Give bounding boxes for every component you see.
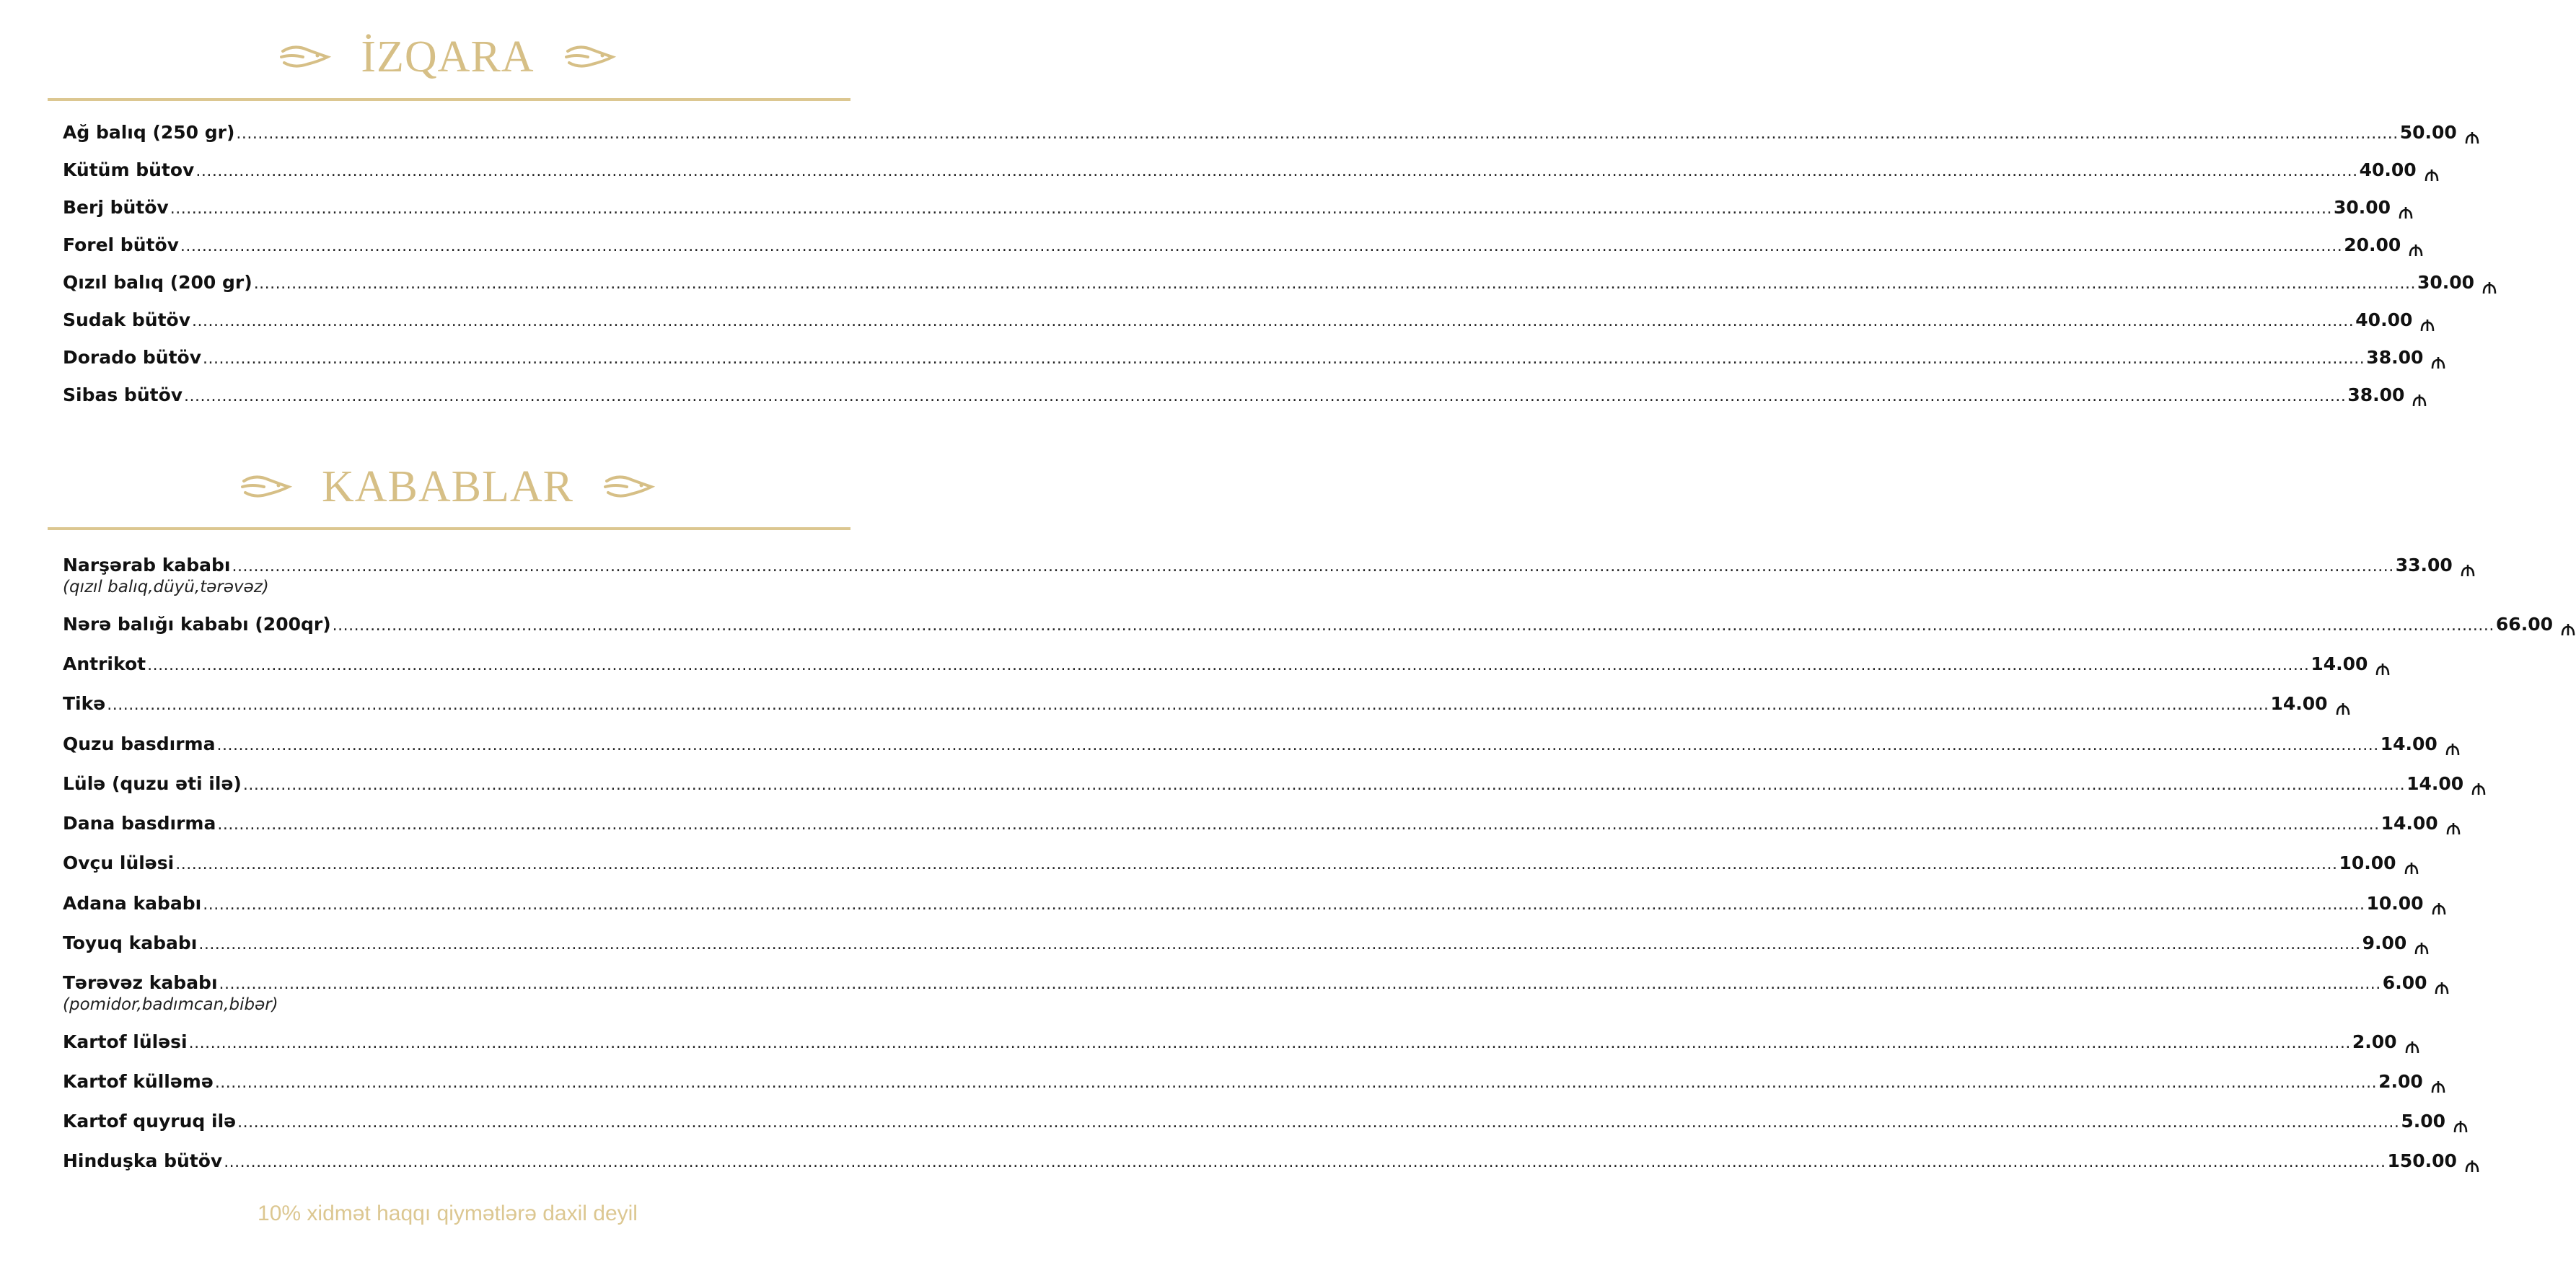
manat-icon: [2335, 698, 2351, 711]
menu-item-line: [63, 971, 2427, 996]
manat-icon: [2464, 1155, 2480, 1168]
manat-icon: [2430, 352, 2446, 365]
item-price: 150.00: [2387, 1150, 2457, 1171]
menu-item: [63, 1031, 2397, 1055]
manat-icon: [2460, 560, 2476, 573]
menu-item: [63, 852, 2396, 876]
dot-leader: ................................................................................................................................................................................................................................................................................................................................................................................................................: [242, 776, 2406, 794]
menu-item: [63, 812, 2438, 837]
menu-item: [63, 971, 2427, 1014]
item-price: 66.00: [2495, 614, 2553, 635]
menu-item: [63, 196, 2391, 221]
dot-leader: ................................................................................................................................................................................................................................................................................................................................................................................................................: [203, 350, 2365, 368]
menu-item: [63, 892, 2424, 917]
dot-leader: ................................................................................................................................................................................................................................................................................................................................................................................................................: [188, 1034, 2351, 1052]
item-price: 40.00: [2359, 159, 2417, 180]
item-name: Hinduşka bütöv: [63, 1150, 223, 1171]
menu-item: [63, 932, 2407, 956]
item-name: Lülə (quzu əti ilə): [63, 773, 242, 794]
menu-item-line: [63, 1110, 2446, 1134]
section-header-kabablar: [0, 464, 895, 509]
item-description: (qızıl balıq,düyü,tərəvəz): [63, 578, 269, 596]
dot-leader: ................................................................................................................................................................................................................................................................................................................................................................................................................: [214, 1074, 2378, 1092]
item-name: Kartof quyruq ilə: [63, 1111, 237, 1132]
menu-item-line: [63, 892, 2424, 917]
item-price: 2.00: [2378, 1071, 2423, 1092]
dot-leader: ................................................................................................................................................................................................................................................................................................................................................................................................................: [237, 1114, 2400, 1132]
item-price: 2.00: [2352, 1031, 2397, 1052]
dot-leader: ................................................................................................................................................................................................................................................................................................................................................................................................................: [192, 312, 2355, 330]
item-name: Adana kababı: [63, 893, 202, 914]
menu-item-line: [63, 1070, 2423, 1095]
item-name: Tikə: [63, 693, 106, 714]
manat-icon: [2434, 977, 2450, 990]
fish-icon: [563, 40, 617, 74]
dot-leader: ................................................................................................................................................................................................................................................................................................................................................................................................................: [253, 275, 2416, 293]
dot-leader: ................................................................................................................................................................................................................................................................................................................................................................................................................: [217, 816, 2380, 834]
menu-item-line: [63, 384, 2405, 408]
menu-item-line: [63, 159, 2417, 183]
fish-icon: [239, 470, 293, 504]
item-price: 6.00: [2382, 972, 2427, 993]
manat-icon: [2464, 127, 2480, 140]
item-price: 10.00: [2339, 852, 2396, 873]
dot-leader: ................................................................................................................................................................................................................................................................................................................................................................................................................: [107, 696, 2269, 714]
dot-leader: ................................................................................................................................................................................................................................................................................................................................................................................................................: [147, 656, 2310, 674]
item-price: 33.00: [2395, 555, 2453, 576]
dot-leader: ................................................................................................................................................................................................................................................................................................................................................................................................................: [170, 200, 2332, 218]
menu-item-line: [63, 653, 2368, 677]
manat-icon: [2412, 389, 2427, 402]
menu-item: [63, 1070, 2423, 1095]
dot-leader: ................................................................................................................................................................................................................................................................................................................................................................................................................: [195, 162, 2358, 180]
manat-icon: [2408, 239, 2424, 252]
menu-item-line: [63, 692, 2328, 717]
item-name: Narşərab kababı: [63, 555, 231, 576]
menu-item-line: [63, 1150, 2457, 1174]
item-name: Dana basdırma: [63, 813, 216, 834]
item-price: 38.00: [2347, 384, 2405, 405]
menu-item: [63, 159, 2417, 183]
menu-item: [63, 121, 2457, 146]
item-name: Tərəvəz kababı: [63, 972, 218, 993]
menu-item-line: [63, 196, 2391, 221]
item-price: 14.00: [2381, 813, 2438, 834]
item-price: 10.00: [2366, 893, 2424, 914]
dot-leader: ................................................................................................................................................................................................................................................................................................................................................................................................................: [224, 1153, 2386, 1171]
section-header-izqara: [0, 32, 895, 81]
item-name: Kartof külləmə: [63, 1071, 214, 1092]
manat-icon: [2445, 739, 2461, 751]
menu-item: [63, 613, 2553, 638]
item-name: Quzu basdırma: [63, 733, 216, 754]
dot-leader: ................................................................................................................................................................................................................................................................................................................................................................................................................: [180, 237, 2343, 255]
menu-item: [63, 772, 2464, 797]
dot-leader: ................................................................................................................................................................................................................................................................................................................................................................................................................: [198, 935, 2361, 953]
dot-leader: ................................................................................................................................................................................................................................................................................................................................................................................................................: [216, 736, 2379, 754]
manat-icon: [2419, 314, 2435, 327]
item-name: Antrikot: [63, 653, 146, 674]
section-divider: [48, 98, 850, 101]
section-title: İZQARA: [361, 32, 535, 81]
menu-item-line: [63, 613, 2553, 638]
item-name: Kütüm bütov: [63, 159, 195, 180]
menu-item-line: [63, 932, 2407, 956]
section-title: KABABLAR: [321, 462, 574, 511]
manat-icon: [2431, 898, 2447, 911]
menu-item-line: [63, 772, 2464, 797]
menu-item: [63, 234, 2401, 258]
fish-icon: [278, 40, 332, 74]
menu-item: [63, 554, 2453, 596]
menu-item-line: [63, 309, 2413, 333]
menu-item-line: [63, 346, 2424, 371]
item-price: 5.00: [2401, 1111, 2446, 1132]
item-price: 9.00: [2362, 933, 2407, 953]
dot-leader: ................................................................................................................................................................................................................................................................................................................................................................................................................: [236, 125, 2399, 143]
item-name: Berj bütöv: [63, 197, 169, 218]
item-name: Qızıl balıq (200 gr): [63, 272, 252, 293]
item-price: 14.00: [2406, 773, 2464, 794]
manat-icon: [2482, 277, 2497, 290]
menu-item: [63, 692, 2328, 717]
menu-item-line: [63, 271, 2475, 296]
item-name: Sibas bütöv: [63, 384, 183, 405]
menu-item: [63, 653, 2368, 677]
item-price: 30.00: [2334, 197, 2391, 218]
item-price: 50.00: [2399, 122, 2457, 143]
item-price: 40.00: [2355, 309, 2413, 330]
dot-leader: ................................................................................................................................................................................................................................................................................................................................................................................................................: [332, 617, 2494, 635]
item-name: Nərə balığı kababı (200qr): [63, 614, 331, 635]
dot-leader: ................................................................................................................................................................................................................................................................................................................................................................................................................: [219, 975, 2381, 993]
item-price: 30.00: [2417, 272, 2475, 293]
fish-icon: [602, 470, 656, 504]
item-name: Sudak bütöv: [63, 309, 191, 330]
menu-item-line: [63, 852, 2396, 876]
section-divider: [48, 527, 850, 530]
dot-leader: ................................................................................................................................................................................................................................................................................................................................................................................................................: [175, 855, 2338, 873]
item-name: Ovçu lüləsi: [63, 852, 175, 873]
item-price: 38.00: [2366, 347, 2424, 368]
manat-icon: [2560, 619, 2576, 632]
dot-leader: ................................................................................................................................................................................................................................................................................................................................................................................................................: [184, 387, 2347, 405]
manat-icon: [2445, 818, 2461, 831]
manat-icon: [2453, 1116, 2469, 1129]
menu-item: [63, 1150, 2457, 1174]
item-price: 20.00: [2344, 234, 2401, 255]
menu-item: [63, 271, 2475, 296]
item-name: Dorado bütöv: [63, 347, 202, 368]
dot-leader: ................................................................................................................................................................................................................................................................................................................................................................................................................: [203, 896, 2365, 914]
menu-item-line: [63, 234, 2401, 258]
manat-icon: [2430, 1076, 2446, 1089]
manat-icon: [2414, 938, 2430, 951]
manat-icon: [2404, 1036, 2420, 1049]
menu-item: [63, 346, 2424, 371]
item-price: 14.00: [2380, 733, 2437, 754]
item-name: Toyuq kababı: [63, 933, 198, 953]
manat-icon: [2404, 858, 2419, 870]
item-price: 14.00: [2270, 693, 2328, 714]
item-description: (pomidor,badımcan,bibər): [63, 995, 278, 1014]
item-price: 14.00: [2311, 653, 2368, 674]
dot-leader: ................................................................................................................................................................................................................................................................................................................................................................................................................: [232, 557, 2394, 576]
menu-item-line: [63, 554, 2453, 578]
item-name: Kartof lüləsi: [63, 1031, 188, 1052]
menu-item-line: [63, 1031, 2397, 1055]
item-name: Ağ balıq (250 gr): [63, 122, 235, 143]
manat-icon: [2375, 658, 2391, 671]
menu-item-line: [63, 812, 2438, 837]
menu-item-line: [63, 733, 2437, 757]
manat-icon: [2424, 164, 2440, 177]
menu-item: [63, 1110, 2446, 1134]
menu-item: [63, 384, 2405, 408]
service-charge-note: 10% xidmət haqqı qiymətlərə daxil deyil: [258, 1202, 638, 1225]
menu-item-line: [63, 121, 2457, 146]
menu-item: [63, 733, 2437, 757]
item-name: Forel bütöv: [63, 234, 179, 255]
manat-icon: [2471, 778, 2487, 791]
menu-item: [63, 309, 2413, 333]
manat-icon: [2398, 202, 2414, 215]
